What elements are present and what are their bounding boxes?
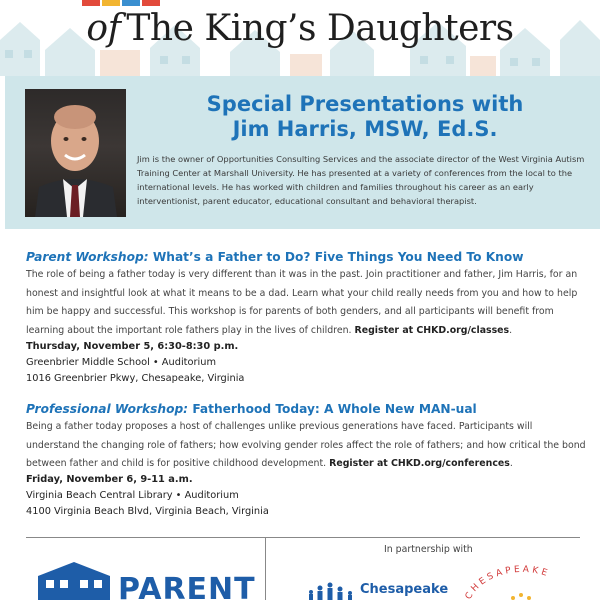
speaker-banner [5, 76, 600, 229]
parent-workshop-address: 1016 Greenbrier Pkwy, Chesapeake, Virginia [26, 373, 245, 384]
footer-vertical-divider [265, 537, 266, 600]
speaker-bio: Jim is the owner of Opportunities Consulting Services and the associate director of the West Virginia Autism Training Center at Marshall University. He has presented at a variety of conferences from the local to the international levels. He has worked with children and families throughout his career as an early interventionist, parent educator, educational consultant and behavioral therapist. [137, 154, 585, 206]
professional-workshop-address: 4100 Virginia Beach Blvd, Virginia Beach, Virginia [26, 506, 269, 517]
parent-workshop-info [26, 339, 244, 387]
professional-workshop-date: Friday, November 6, 9-11 a.m. [26, 474, 193, 485]
banner-title-line1: Special Presentations with [206, 92, 524, 116]
page-title [0, 8, 600, 49]
parent-workshop-label: Parent Workshop: [26, 250, 149, 264]
professional-workshop-title: Fatherhood Today: A Whole New MAN-ual [192, 402, 477, 416]
professional-workshop-label: Professional Workshop: [26, 402, 189, 416]
toy-blocks-icon [82, 0, 162, 8]
professional-workshop-heading [26, 402, 477, 416]
parent-workshop-heading [26, 250, 523, 264]
parent-workshop-venue: Greenbrier Middle School • Auditorium [26, 357, 217, 368]
chesapeake-arc-logo [455, 562, 585, 600]
title-text: The King’s Daughters [126, 8, 514, 49]
speaker-photo [25, 89, 126, 217]
professional-workshop-desc-text: Being a father today proposes a host of challenges unlike previous generations have faced. Participants will understand the changing role of fathers; how evolving gender roles affect the role of fathers; and how critical the bond between father and child is for positive childhood development. [26, 421, 586, 469]
professional-workshop-venue: Virginia Beach Central Library • Auditorium [26, 490, 239, 501]
chesapeake-arc-text: CHESAPEAKE [463, 564, 552, 600]
parent-workshop-desc-text: The role of being a father today is very different than it was in the past. Join practitioner and father, Jim Harris, for an honest and insightful look at what it means to be a dad. Learn what your child really needs from you and how to help him be happy and successful. This workshop is for parents of both genders, and all participants will benefit from learning about the important role fathers play in the lives of children. [26, 269, 578, 336]
speaker-portrait-illustration [25, 89, 126, 217]
parent-workshop-register-link[interactable]: Register at CHKD.org/classes [354, 324, 510, 336]
parent-house-icon [38, 562, 110, 600]
professional-workshop-description: Being a father today proposes a host of challenges unlike previous generations have faced. Participants will understand the changing role of fathers; how evolving gender roles affect the role of fathers; and how critical the bond between father and child is for positive childhood development. Register at CHKD.org/conferences. [26, 421, 586, 469]
professional-workshop-register-link[interactable]: Register at CHKD.org/conferences [329, 458, 510, 469]
title-prefix: of [86, 8, 121, 49]
parent-workshop-description: The role of being a father today is very different than it was in the past. Join practitioner and father, Jim Harris, for an honest and insightful look at what it means to be a dad. Learn what your child really needs from you and how to help him be happy and successful. This workshop is for parents of both genders, and all participants will benefit from learning about the important role fathers play in the lives of children. Register at CHKD.org/classes. [26, 269, 578, 336]
parent-workshop-title: What’s a Father to Do? Five Things You Need To Know [152, 250, 524, 264]
professional-workshop-info [26, 472, 269, 520]
chesapeake-partner-text: Chesapeake [360, 582, 449, 597]
header [0, 0, 600, 76]
parent-workshop-date: Thursday, November 5, 6:30-8:30 p.m. [26, 341, 239, 352]
svg-text:CHESAPEAKE [464, 565, 552, 600]
footer-divider [26, 537, 580, 538]
chesapeake-figures-icon [306, 580, 356, 600]
banner-title [155, 92, 575, 142]
partnership-label: In partnership with [384, 544, 473, 555]
parent-logo-text: PARENT [118, 572, 256, 600]
banner-title-line2: Jim Harris, MSW, Ed.S. [232, 117, 498, 141]
